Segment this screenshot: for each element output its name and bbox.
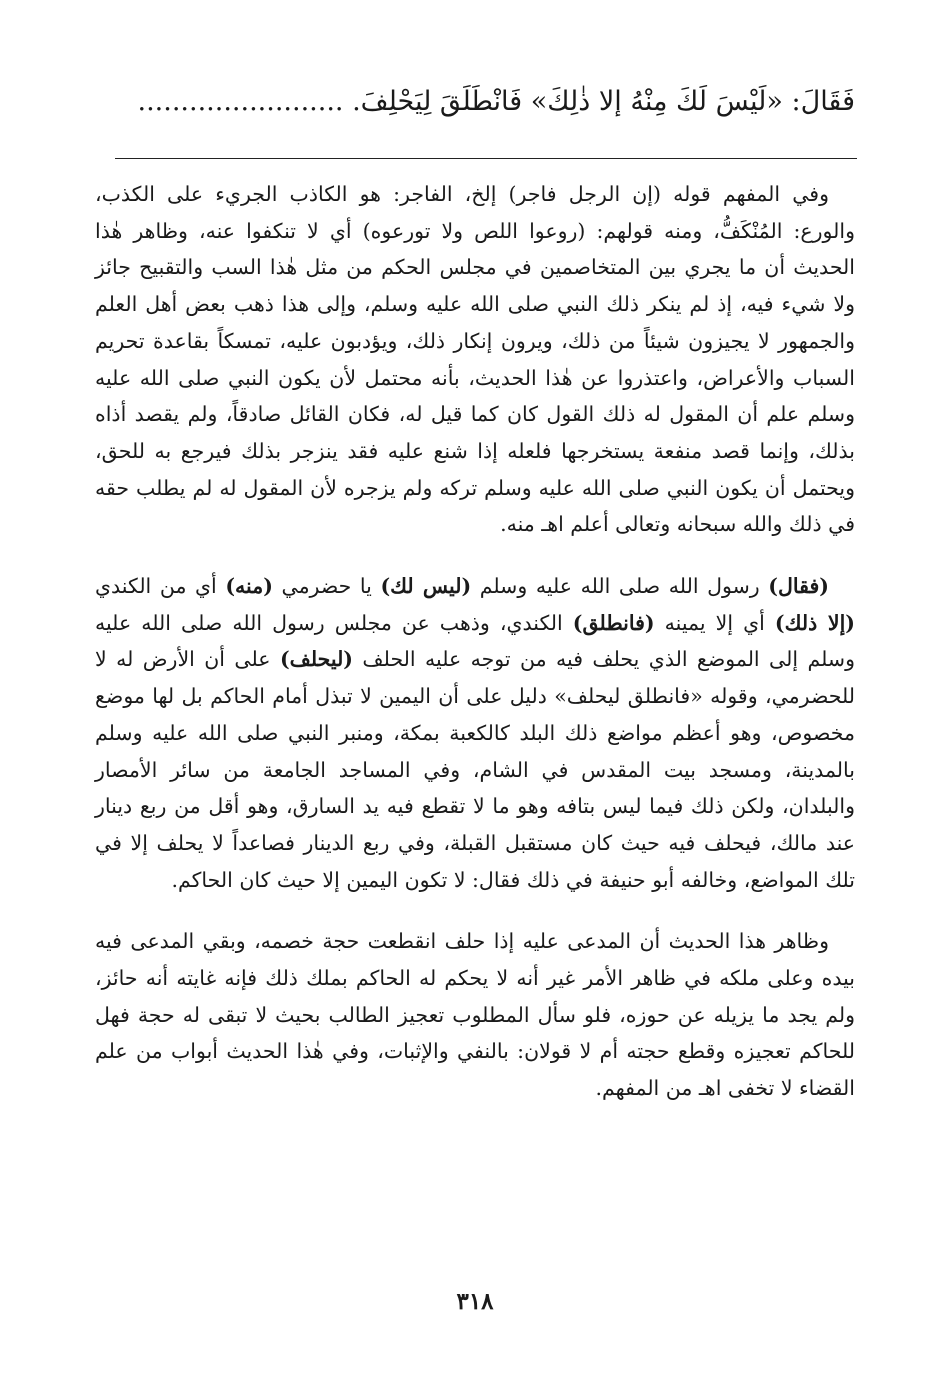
hadith-header-line: فَقَالَ: «لَيْسَ لَكَ مِنْهُ إلا ذٰلِكَ» فَانْطَلَقَ لِيَحْلِفَ. ........................ (137, 86, 855, 117)
commentary-paragraph-3 (95, 923, 855, 1107)
quoted-word: (فانطلق) (572, 610, 655, 635)
paragraph-1-text: وفي المفهم قوله (إن الرجل فاجر) إلخ، الفاجر: هو الكاذب الجريء على الكذب، والورع: المُنْكَفُّ، ومنه قولهم: (روعوا اللص ولا تورعوه) أي لا تنكفوا عنه، وظاهر هٰذا الحديث أن ما يجري بين المتخاصمين في مجلس الحكم من مثل هٰذا السب والتقبيح جائز ولا شيء فيه، إذ لم ينكر ذلك النبي صلى الله عليه وسلم، وإلى هذا ذهب بعض أهل العلم والجمهور لا يجيزون شيئاً من ذلك، ويرون إنكار ذلك، ويؤدبون عليه، تمسكاً بقاعدة تحريم السباب والأعراض، واعتذروا عن هٰذا الحديث، بأنه محتمل لأن يكون النبي صلى الله عليه وسلم علم أن المقول له ذلك القول كان كما قيل له، فكان القائل صادقاً، ولم يقصد أذاه بذلك، وإنما قصد منفعة يستخرجها فلعله إذا شنع عليه فقد ينزجر بذلك فيرجع به للحق، ويحتمل أن يكون النبي صلى الله عليه وسلم تركه ولم يزجره لأن المقول له لم يطلب حقه في ذلك والله سبحانه وتعالى أعلم اهـ منه. (95, 182, 855, 537)
paragraph-2-text: أي من الكندي (95, 574, 226, 599)
commentary-paragraph-2 (95, 568, 855, 898)
quoted-word: (منه) (225, 574, 273, 599)
quoted-word: (ليس لك) (380, 574, 472, 599)
quoted-word: (فقال) (768, 574, 829, 599)
paragraph-3-text: وظاهر هذا الحديث أن المدعى عليه إذا حلف انقطعت حجة خصمه، وبقي المدعى فيه بيده وعلى ملكه في ظاهر الأمر غير أنه لا يحكم له الحاكم بملك ذلك فإنه غايته أنه حائز، ولم يجد ما يزيله عن حوزه، فلو سأل المطلوب تعجيز الطالب بحيث لا تبقى له حجة فهل للحاكم تعجيزه وقطع حجته أم لا قولان: بالنفي والإثبات، وفي هٰذا الحديث أبواب من علم القضاء لا تخفى اهـ من المفهم. (95, 929, 855, 1101)
commentary-paragraph-1 (95, 176, 855, 543)
paragraph-2-text: الكندي، وذهب عن مجلس رسول الله صلى الله عليه وسلم إلى الموضع الذي يحلف فيه من توجه عليه الحلف (95, 610, 855, 672)
commentary-body (95, 176, 855, 1107)
quoted-word: (إلا ذلك) (774, 610, 856, 635)
paragraph-2-text: على أن الأرض له لا للحضرمي، وقوله «فانطلق ليحلف» دليل على أن اليمين لا تبذل أمام الحاكم بل لها موضع مخصوص، وهو أعظم مواضع ذلك البلد كالكعبة بمكة، ومنبر النبي صلى الله عليه وسلم بالمدينة، ومسجد بيت المقدس في الشام، وفي المساجد الجامعة من سائر الأمصار والبلدان، ولكن ذلك فيما ليس بتافه وهو ما لا تقطع فيه يد السارق، وهو أقل من ربع دينار عند مالك، فيحلف فيه حيث كان مستقبل القبلة، وفي ربع الدينار فصاعداً لا يحلف إلا في تلك المواضع، وخالفه أبو حنيفة في ذلك فقال: لا تكون اليمين إلا حيث كان الحاكم. (95, 647, 855, 892)
quoted-word: (ليحلف) (279, 647, 354, 672)
paragraph-2-text: رسول الله صلى الله عليه وسلم (471, 574, 769, 599)
paragraph-2-text: أي إلا يمينه (654, 610, 775, 635)
page-number: ٣١٨ (456, 1288, 494, 1315)
header-divider (115, 158, 857, 159)
paragraph-2-text: يا حضرمي (272, 574, 381, 599)
